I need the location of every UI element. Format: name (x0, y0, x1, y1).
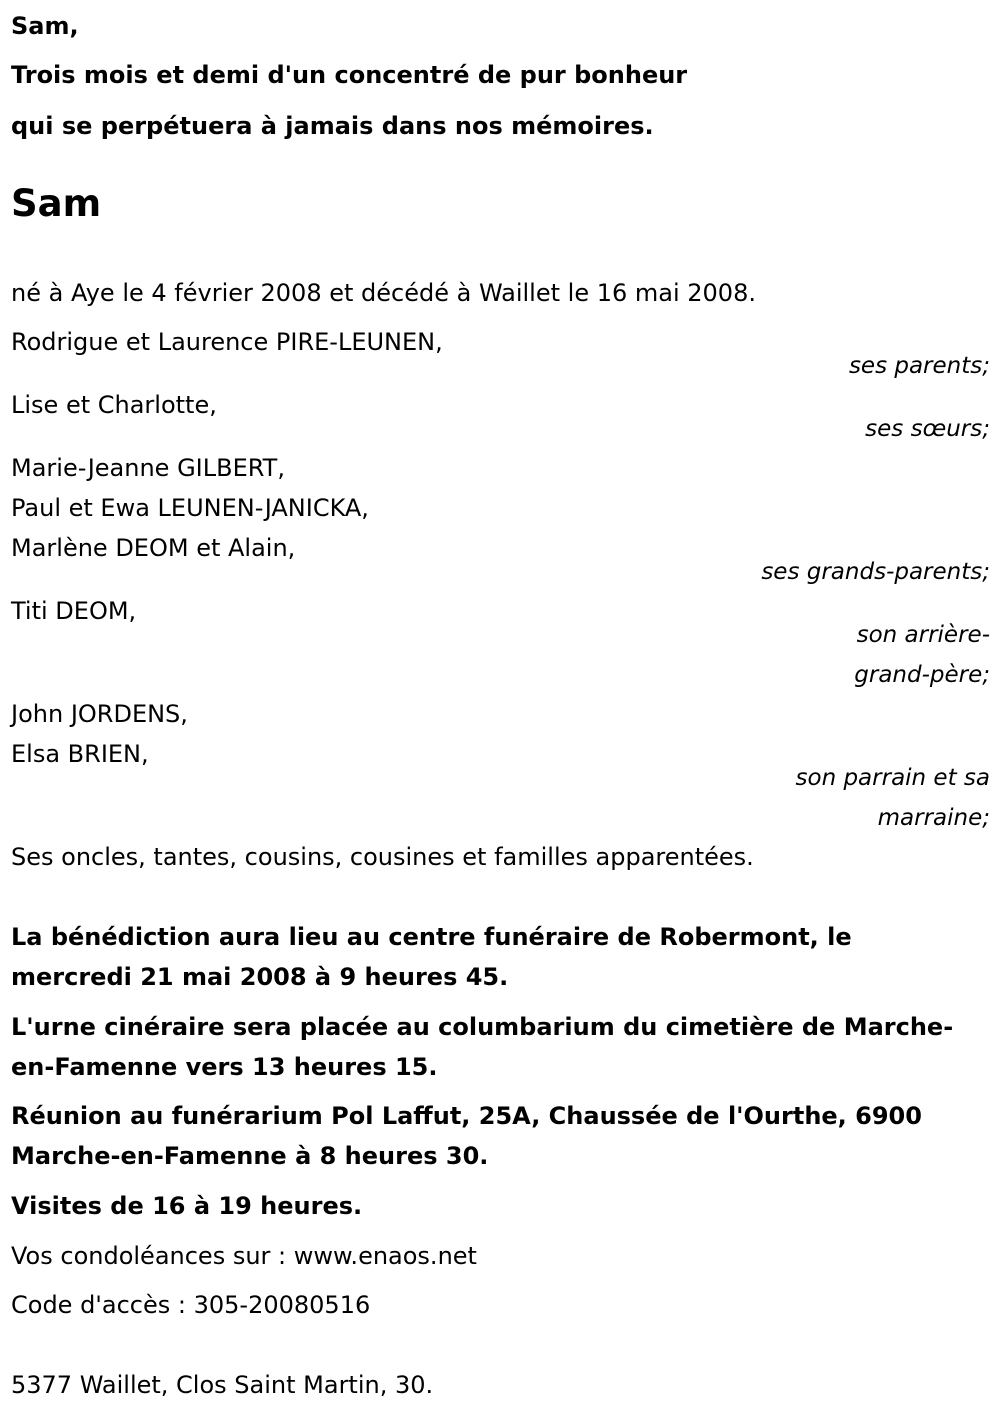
urn-line-2: en-Famenne vers 13 heures 15. (11, 1053, 438, 1081)
godparent-name-1: John JORDENS, (11, 700, 188, 728)
parents-names: Rodrigue et Laurence PIRE-LEUNEN, (11, 328, 443, 356)
sisters-names: Lise et Charlotte, (11, 391, 217, 419)
grandparent-name-3: Marlène DEOM et Alain, (11, 534, 296, 562)
deceased-name: Sam (11, 182, 102, 225)
great-grandfather-name: Titi DEOM, (11, 597, 137, 625)
condolences-access-code: Code d'accès : 305-20080516 (11, 1291, 371, 1319)
godparent-name-2: Elsa BRIEN, (11, 740, 149, 768)
blessing-line-1: La bénédiction aura lieu au centre funéraire de Robermont, le (11, 923, 852, 951)
urn-line-1: L'urne cinéraire sera placée au columbarium du cimetière de Marche- (11, 1013, 954, 1041)
grandparent-name-2: Paul et Ewa LEUNEN-JANICKA, (11, 494, 369, 522)
intro-line-3: qui se perpétuera à jamais dans nos mémoires. (11, 112, 654, 140)
meeting-line-1: Réunion au funérarium Pol Laffut, 25A, Chaussée de l'Ourthe, 6900 (11, 1102, 922, 1130)
sisters-role: ses sœurs; (865, 416, 990, 442)
intro-line-2: Trois mois et demi d'un concentré de pur bonheur (11, 61, 688, 89)
grandparent-name-1: Marie-Jeanne GILBERT, (11, 454, 285, 482)
great-grandfather-role-line-2: grand-père; (854, 662, 990, 688)
address-line: 5377 Waillet, Clos Saint Martin, 30. (11, 1371, 434, 1399)
parents-role: ses parents; (848, 353, 990, 379)
visits-line: Visites de 16 à 19 heures. (11, 1192, 363, 1220)
godparents-role-line-2: marraine; (877, 805, 990, 831)
godparents-role-line-1: son parrain et sa (795, 765, 990, 791)
birth-death-line: né à Aye le 4 février 2008 et décédé à Waillet le 16 mai 2008. (11, 279, 756, 307)
meeting-line-2: Marche-en-Famenne à 8 heures 30. (11, 1142, 489, 1170)
condolences-website: Vos condoléances sur : www.enaos.net (11, 1242, 477, 1270)
grandparents-role: ses grands-parents; (761, 559, 990, 585)
other-relatives: Ses oncles, tantes, cousins, cousines et familles apparentées. (11, 843, 754, 871)
intro-line-1: Sam, (11, 12, 79, 40)
blessing-line-2: mercredi 21 mai 2008 à 9 heures 45. (11, 963, 509, 991)
great-grandfather-role-line-1: son arrière- (856, 622, 990, 648)
